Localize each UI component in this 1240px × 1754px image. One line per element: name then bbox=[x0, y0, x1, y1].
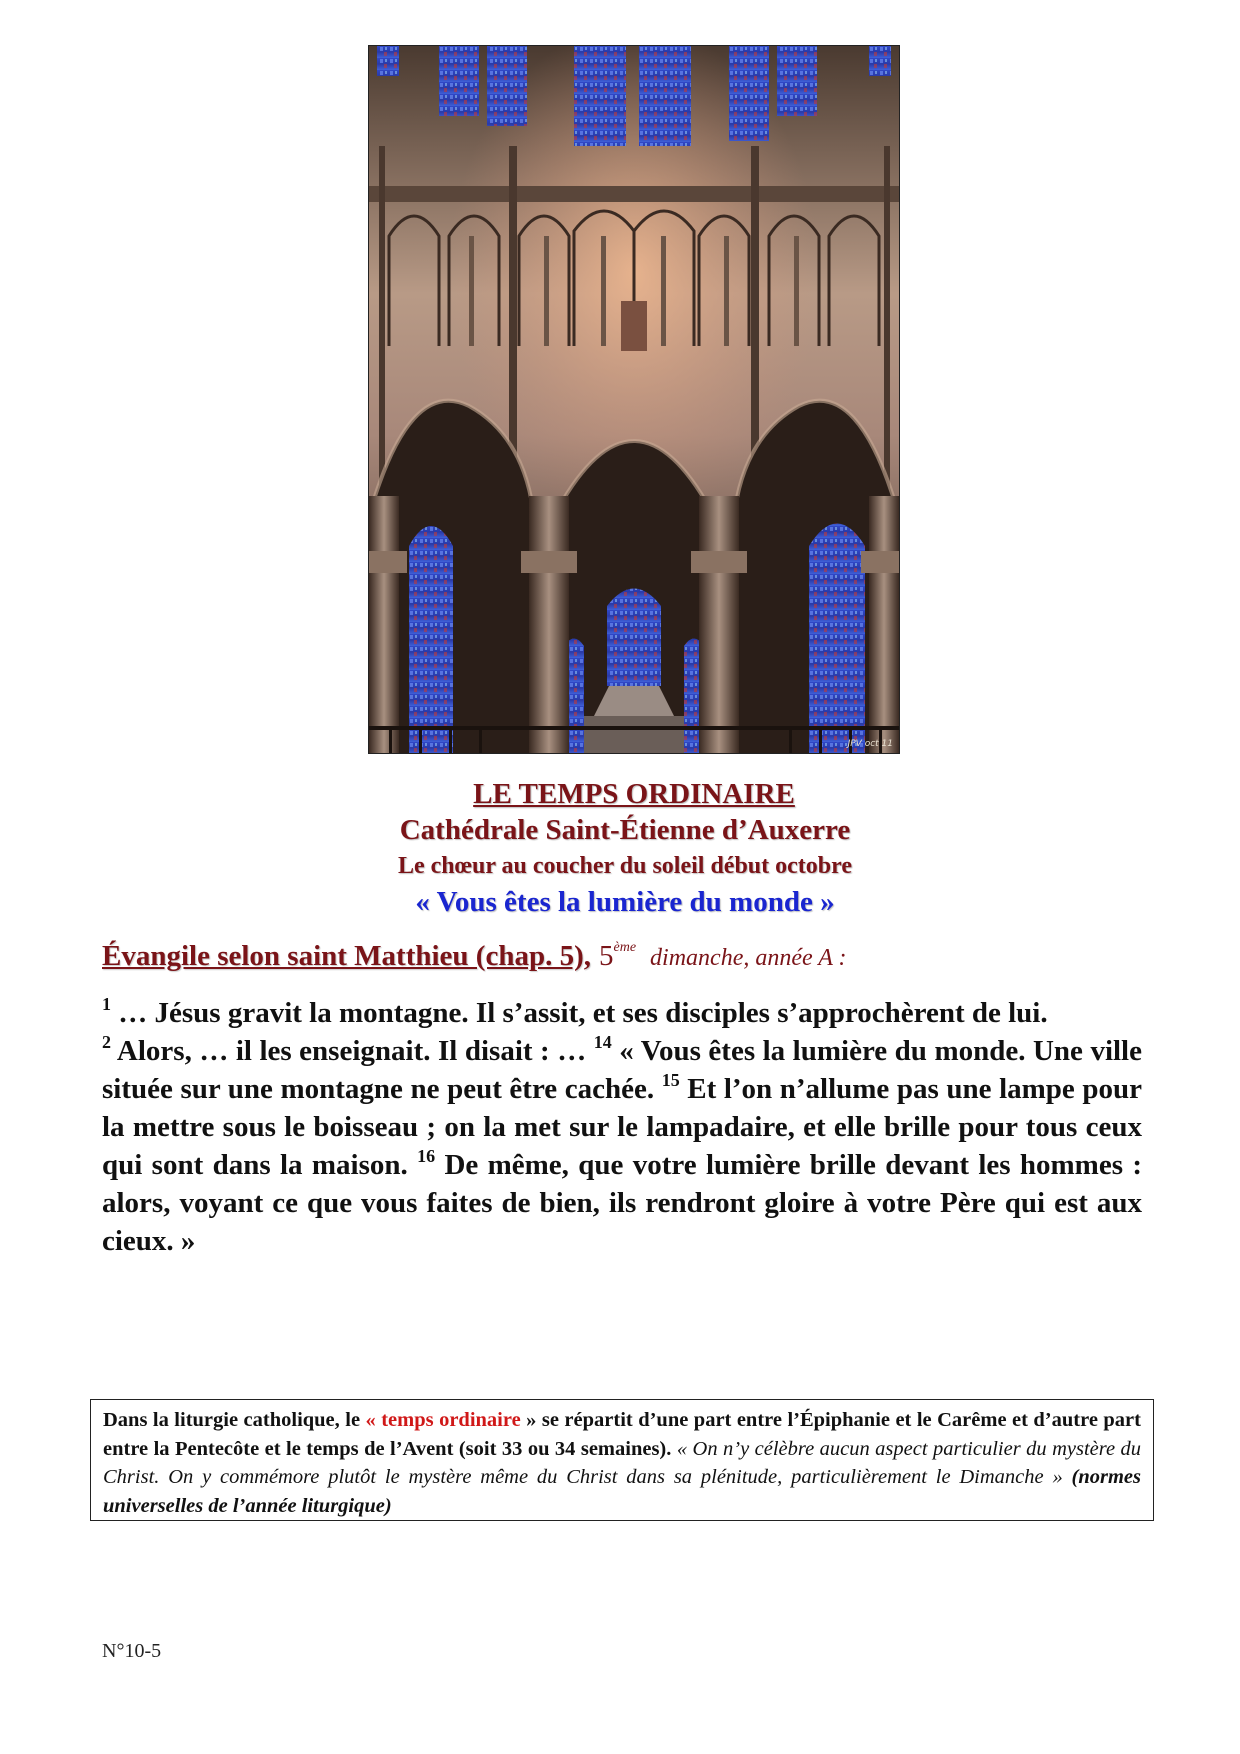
verse-number: 2 bbox=[102, 1032, 111, 1052]
info-highlight: « temps ordinaire bbox=[365, 1409, 521, 1431]
sunday-number: 5ème bbox=[599, 940, 637, 972]
verse-number: 14 bbox=[593, 1032, 612, 1052]
page-number: N°10-5 bbox=[102, 1640, 162, 1662]
gospel-reference-line bbox=[102, 940, 846, 973]
photo-credit: JPV oct 11 bbox=[847, 739, 893, 749]
verse-text: … Jésus gravit la montagne. Il s’assit, et ses disciples s’approchèrent de lui. bbox=[111, 997, 1048, 1029]
verse-text: Alors, … il les enseignait. Il disait : … bbox=[111, 1035, 594, 1067]
theme-quote: « Vous êtes la lumière du monde » bbox=[415, 886, 835, 918]
photo-caption: Le chœur au coucher du soleil début octobre bbox=[397, 853, 853, 879]
info-text-intro: Dans la liturgie catholique, le bbox=[103, 1409, 366, 1431]
cathedral-subtitle: Cathédrale Saint-Étienne d’Auxerre bbox=[399, 814, 851, 846]
verse-text: Et l’on n’allume pas une lampe pour la mettre sous le boisseau ; on la met sur le lampadaire, et elle brille pour tous ceux qui sont dans la maison. bbox=[102, 1073, 1142, 1181]
sunday-suffix: ème bbox=[613, 940, 637, 955]
info-text-body: » se répartit d’une part entre l’Épiphanie et le Carême et d’autre part entre la Pentecôte et le temps de l’Avent (soit 33 ou 34 semaines). bbox=[103, 1409, 1141, 1460]
verse-number: 1 bbox=[102, 994, 111, 1014]
verse-number: 15 bbox=[661, 1070, 680, 1090]
verse-paragraph-2 bbox=[102, 1032, 1142, 1260]
verse-text: « Vous êtes la lumière du monde. Une ville située sur une montagne ne peut être cachée. bbox=[102, 1035, 1142, 1105]
verse-text: De même, que votre lumière brille devant les hommes : alors, voyant ce que vous faites de bien, ils rendront gloire à votre Père qui est aux cieux. » bbox=[102, 1149, 1142, 1257]
info-quote: « On n’y célèbre aucun aspect particulier du mystère du Christ. On y commémore plutôt le mystère même du Christ dans sa plénitude, particulièrement le Dimanche » bbox=[103, 1437, 1142, 1488]
info-source: (normes universelles de l’année liturgique) bbox=[103, 1466, 1141, 1517]
gospel-text bbox=[102, 994, 1142, 1260]
cathedral-choir-photo bbox=[368, 45, 900, 754]
page-title: LE TEMPS ORDINAIRE bbox=[473, 778, 795, 810]
gospel-reference: Évangile selon saint Matthieu (chap. 5), bbox=[102, 940, 591, 972]
verse-paragraph-1 bbox=[102, 994, 1142, 1032]
liturgy-info-box bbox=[90, 1399, 1154, 1521]
sunday-label: dimanche, année A : bbox=[650, 945, 847, 971]
verse-number: 16 bbox=[417, 1146, 436, 1166]
